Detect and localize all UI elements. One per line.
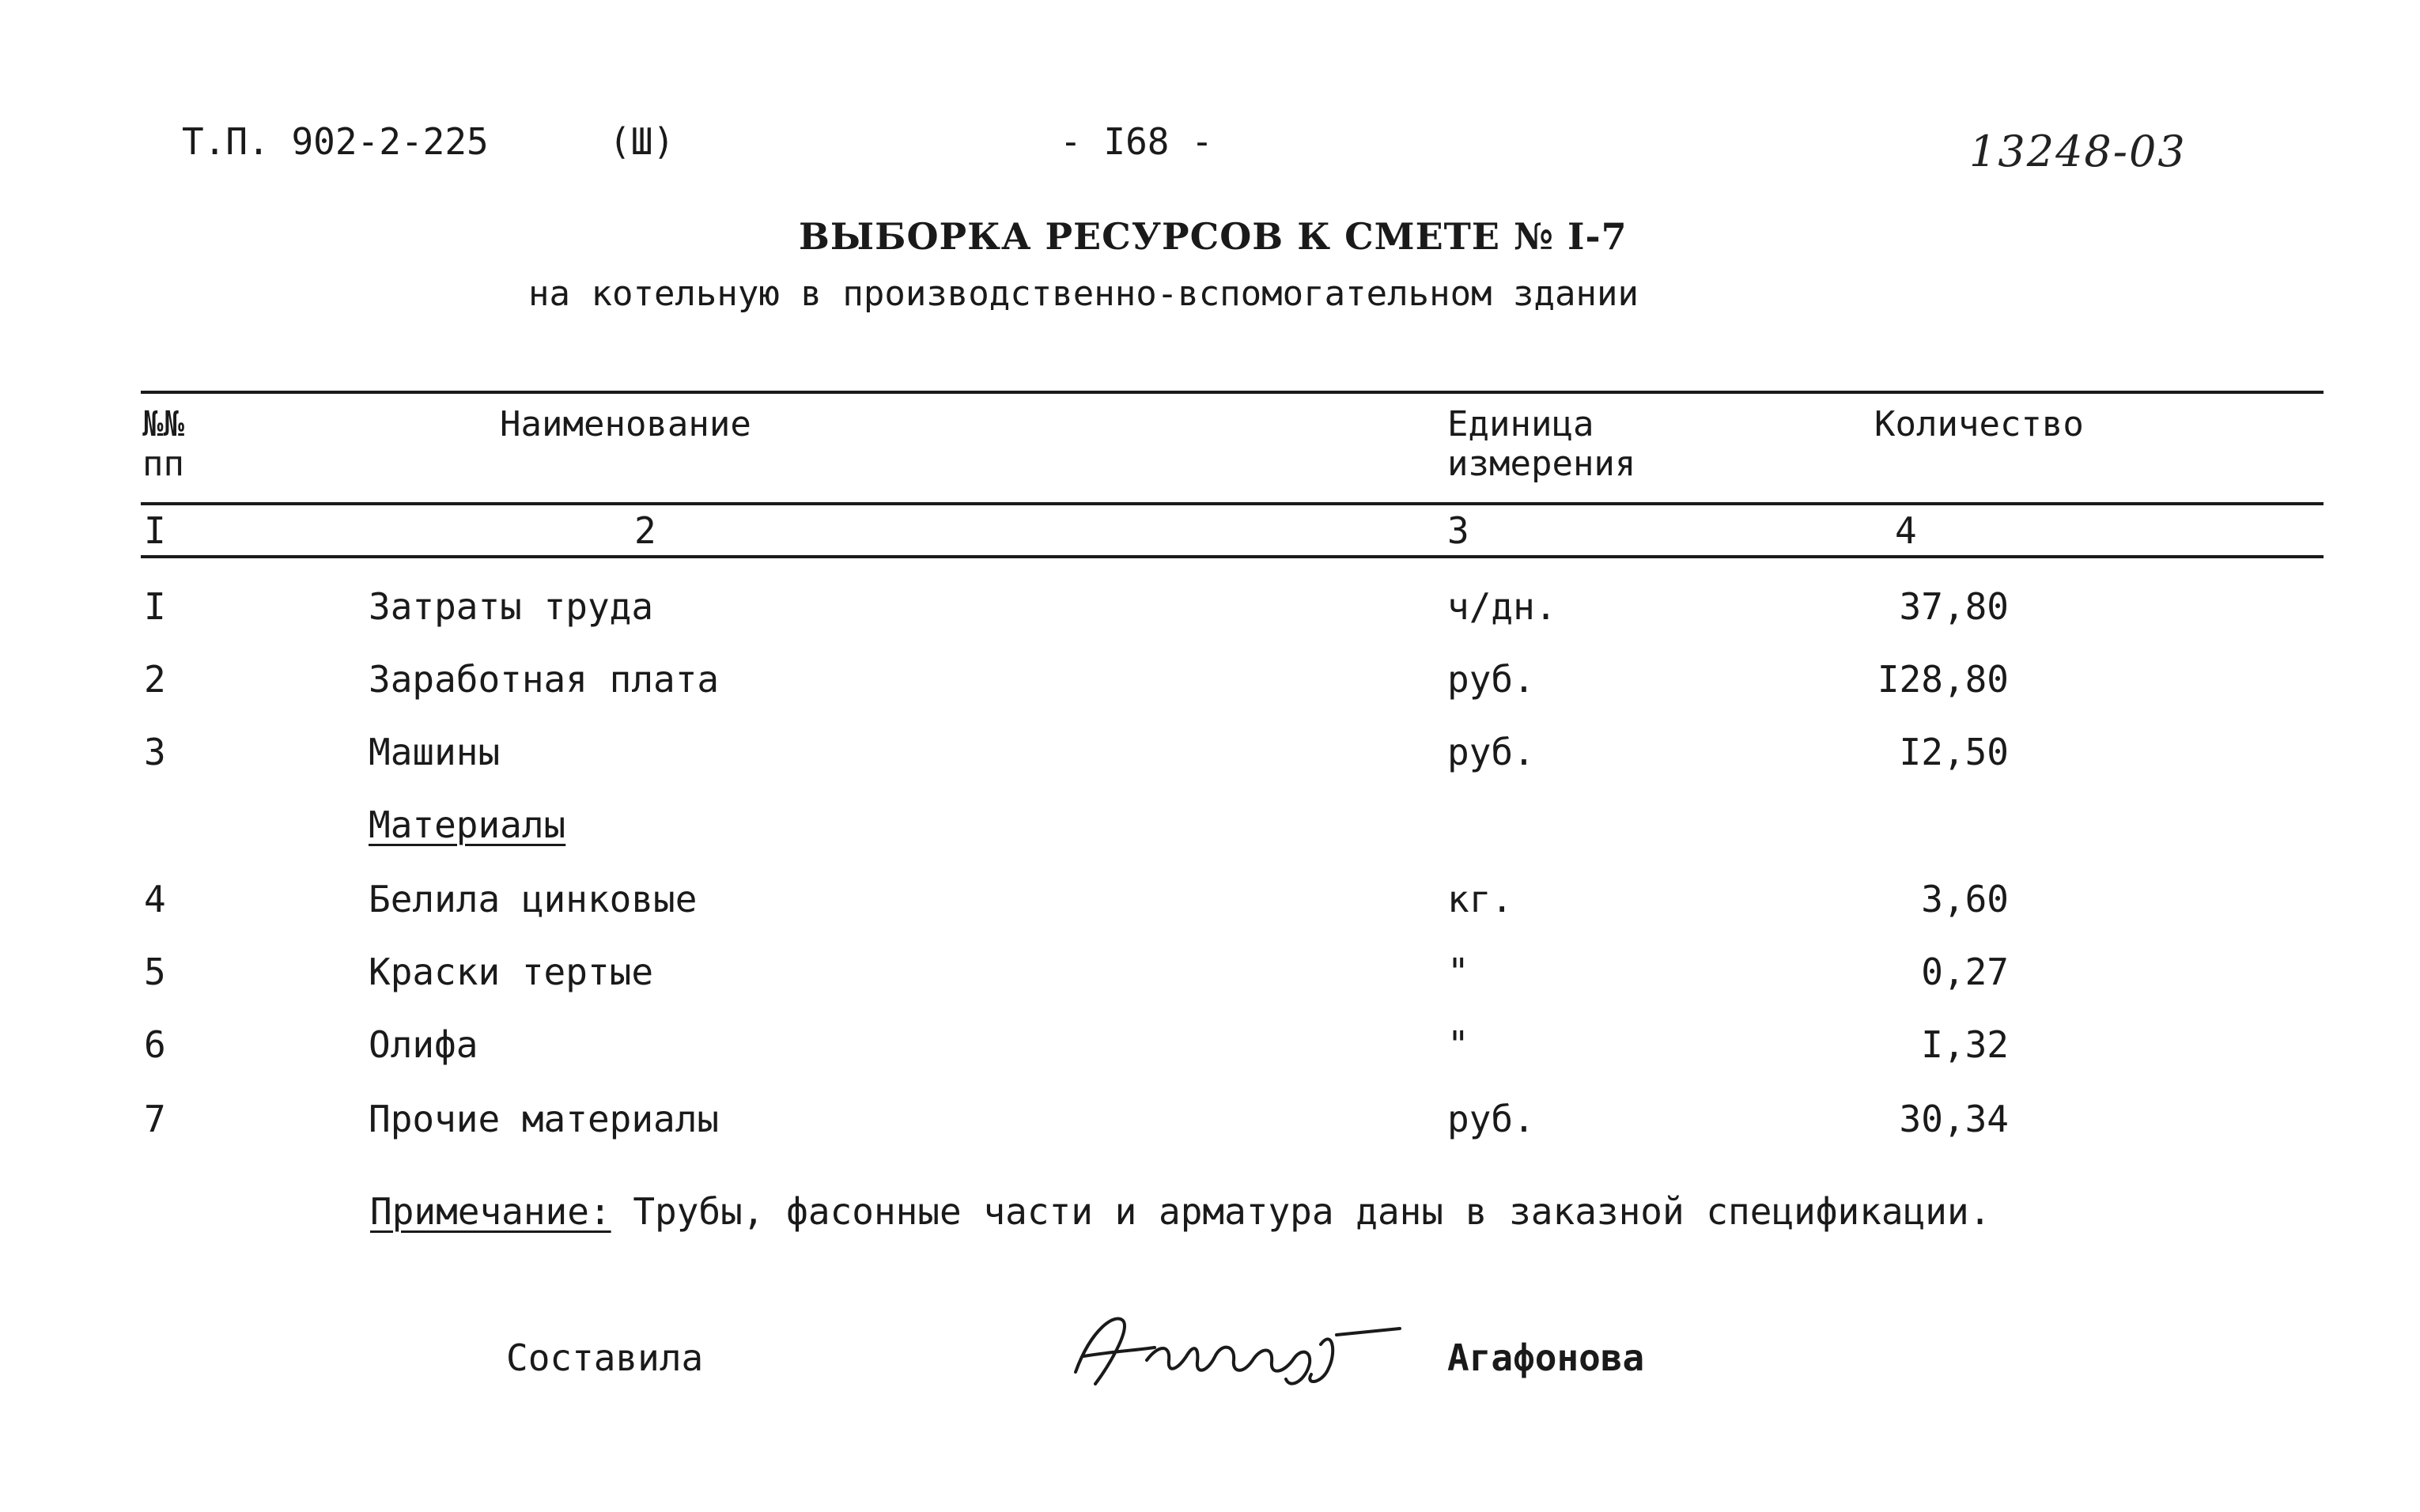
page-number: - I68 - — [1060, 120, 1213, 163]
row-unit: " — [1447, 951, 1469, 993]
row-quantity: 3,60 — [1921, 878, 2009, 920]
row-unit: руб. — [1447, 658, 1535, 701]
section-mark: (Ш) — [609, 120, 675, 163]
row-unit: кг. — [1447, 878, 1514, 920]
column-header-unit: Единица измерения — [1447, 404, 1636, 484]
row-number: 4 — [144, 878, 166, 920]
footnote-text: Трубы, фасонные части и арматура даны в заказной спецификации. — [611, 1190, 1991, 1233]
document-subtitle: на котельную в производственно-вспомогательном здании — [528, 274, 1639, 314]
row-name: Затраты труда — [369, 585, 654, 628]
row-quantity: I,32 — [1921, 1023, 2009, 1066]
row-number: 2 — [144, 658, 166, 701]
row-quantity: 30,34 — [1899, 1098, 2009, 1140]
row-number: I — [144, 585, 166, 628]
document-number: 13248-03 — [1969, 127, 2187, 176]
row-number: 7 — [144, 1098, 166, 1140]
compiler-name: Агафонова — [1447, 1336, 1645, 1379]
table-column-numbers-rule — [141, 555, 2324, 558]
column-header-quantity: Количество — [1874, 404, 2084, 444]
column-number: I — [144, 509, 166, 552]
row-quantity: 37,80 — [1899, 585, 2009, 628]
row-number: 5 — [144, 951, 166, 993]
table-header-rule — [141, 502, 2324, 505]
column-header-number: №№ пп — [142, 404, 184, 484]
row-unit: руб. — [1447, 1098, 1535, 1140]
row-unit: руб. — [1447, 731, 1535, 773]
row-number: 3 — [144, 731, 166, 773]
row-unit: ч/дн. — [1447, 585, 1557, 628]
column-number: 3 — [1447, 509, 1469, 552]
footnote-label: Примечание: — [370, 1190, 611, 1233]
materials-heading: Материалы — [369, 803, 566, 846]
column-header-name: Наименование — [500, 404, 751, 444]
document-title: ВЫБОРКА РЕСУРСОВ К СМЕТЕ № I-7 — [799, 215, 1628, 258]
row-quantity: I28,80 — [1877, 658, 2009, 701]
row-name: Прочие материалы — [369, 1098, 720, 1140]
table-top-rule — [141, 391, 2324, 394]
compiled-by-label: Составила — [506, 1336, 704, 1379]
row-name: Олифа — [369, 1023, 478, 1066]
handwritten-signature — [1060, 1297, 1408, 1400]
row-unit: " — [1447, 1023, 1469, 1066]
row-number: 6 — [144, 1023, 166, 1066]
row-quantity: I2,50 — [1899, 731, 2009, 773]
column-number: 2 — [634, 509, 656, 552]
row-name: Краски тертые — [369, 951, 654, 993]
document-code: Т.П. 902-2-225 — [182, 120, 489, 163]
row-name: Белила цинковые — [369, 878, 698, 920]
row-quantity: 0,27 — [1921, 951, 2009, 993]
row-name: Машины — [369, 731, 501, 773]
column-number: 4 — [1895, 509, 1917, 552]
footnote — [370, 1190, 1991, 1233]
row-name: Заработная плата — [369, 658, 720, 701]
